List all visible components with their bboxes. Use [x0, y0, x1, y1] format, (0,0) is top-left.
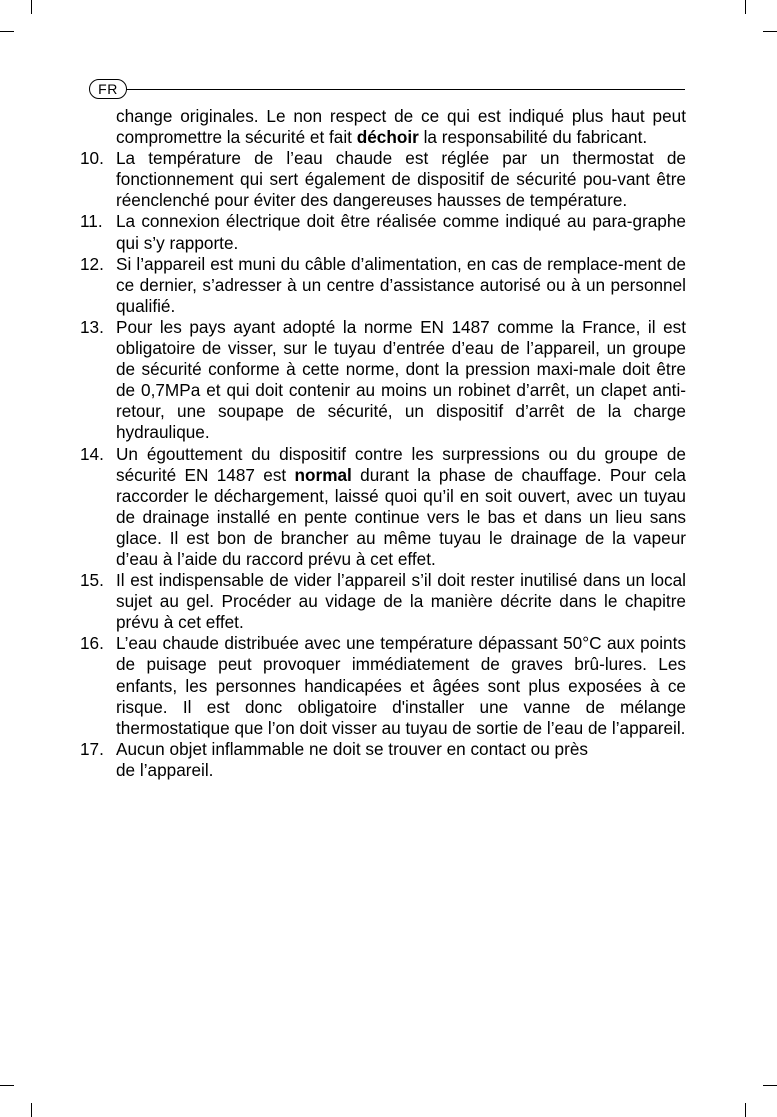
bold-term: déchoir — [356, 127, 419, 148]
item-number: 12. — [80, 253, 104, 274]
list-item — [80, 317, 686, 444]
crop-mark — [745, 0, 746, 14]
item-text: Si l’appareil est muni du câble d’alimentation, en cas de remplace-ment de ce dernier, s’adresser à un centre d’assistance autorisé ou à un personnel qualifié. — [116, 253, 686, 316]
document-body — [80, 106, 686, 781]
item-text: La température de l’eau chaude est réglée par un thermostat de fonctionnement qui sert également de dispositif de sécurité pou-vant être réenclenché pour éviter des dangereuses hausses de température. — [116, 148, 686, 211]
continued-paragraph — [80, 106, 686, 148]
text-run: durant la phase de chauffage. Pour cela raccorder le déchargement, laissé quoi qu’il en soit ouvert, avec un tuyau de drainage installé en pente continue vers le bas et dans un lieu sans glace. Il est bon de brancher au même tuyau le drainage de la vapeur d’eau à l’aide du raccord prévu à cet effet. — [116, 464, 686, 569]
item-text: L’eau chaude distribuée avec une température dépassant 50°C aux points de puisage peut provoquer immédiatement de graves brû-lures. Les enfants, les personnes handicapées et âgées sont plus exposées à ce risque. Il est donc obligatoire d'installer une vanne de mélange thermostatique que l’on doit visser au tuyau de sortie de l’eau de l’appareil. — [116, 633, 686, 738]
item-text-line: Aucun objet inflammable ne doit se trouver en contact ou près — [116, 738, 588, 759]
list-item — [80, 254, 686, 317]
item-text-line: de l’appareil. — [116, 759, 214, 780]
list-item — [80, 633, 686, 738]
crop-mark — [0, 31, 14, 32]
crop-mark — [31, 0, 32, 14]
item-number: 14. — [80, 443, 104, 464]
item-number: 10. — [80, 148, 104, 169]
text-run: la responsabilité du fabricant. — [418, 127, 648, 148]
list-item — [80, 148, 686, 211]
list-item — [80, 739, 686, 781]
list-item — [80, 444, 686, 571]
text-run: Un égouttement du dispositif contre les surpressions ou du groupe de sécurité EN 1487 est — [116, 443, 686, 485]
item-text: Pour les pays ayant adopté la norme EN 1487 comme la France, il est obligatoire de visser, sur le tuyau d’entrée d’eau de l’appareil, un groupe de sécurité conforme à cette norme, dont la pression maxi-male doit être de 0,7MPa et qui doit contenir au moins un robinet d’arrêt, un clapet anti-retour, une soupape de sécurité, un dispositif d’arrêt de la charge hydraulique. — [116, 316, 686, 443]
item-number: 11. — [80, 211, 103, 232]
crop-mark — [745, 1103, 746, 1117]
crop-mark — [763, 1085, 777, 1086]
crop-mark — [763, 31, 777, 32]
header-rule — [126, 89, 685, 90]
item-number: 15. — [80, 570, 104, 591]
item-text: La connexion électrique doit être réalisée comme indiqué au para-graphe qui s’y rapporte. — [116, 211, 686, 253]
list-item — [80, 211, 686, 253]
item-number: 17. — [80, 738, 104, 759]
list-item — [80, 570, 686, 633]
item-number: 13. — [80, 316, 104, 337]
crop-mark — [0, 1085, 14, 1086]
item-text: Il est indispensable de vider l’appareil s’il doit rester inutilisé dans un local sujet au gel. Procéder au vidage de la manière décrite dans le chapitre prévu à cet effet. — [116, 570, 686, 633]
crop-mark — [31, 1103, 32, 1117]
text-run: change originales. Le non respect de ce qui est indiqué plus haut peut compromettre la sécurité et fait — [116, 106, 686, 148]
page-header — [89, 79, 685, 101]
item-number: 16. — [80, 633, 104, 654]
language-badge: FR — [89, 79, 127, 99]
bold-term: normal — [294, 464, 352, 485]
